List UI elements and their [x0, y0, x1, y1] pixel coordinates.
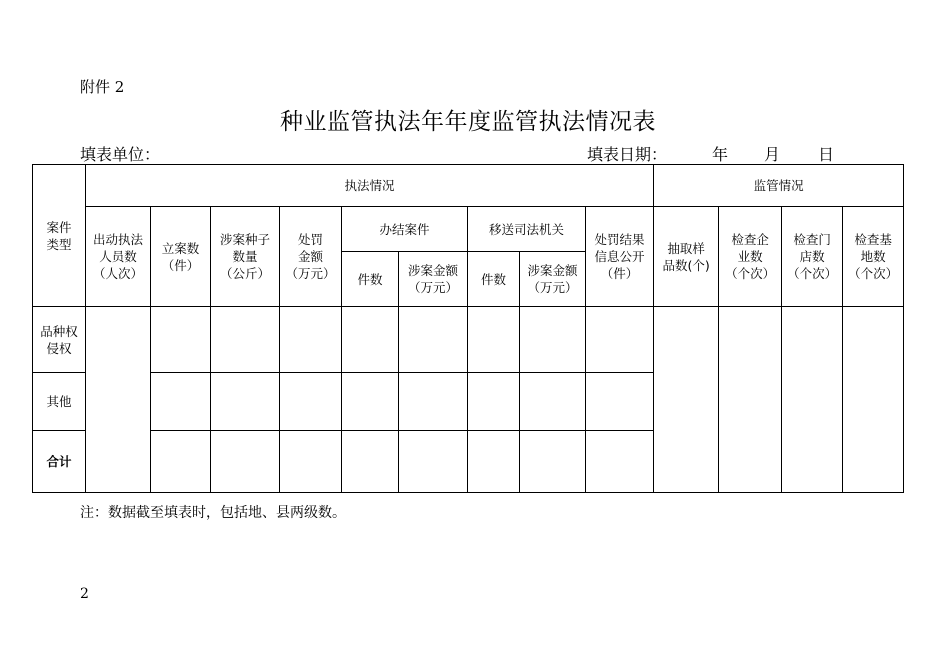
- table-cell: [211, 373, 280, 431]
- sampling-cell-merged: [654, 307, 719, 493]
- attachment-label: 附件 2: [80, 78, 125, 96]
- row-label-other: 其他: [33, 373, 86, 431]
- case-type-header: 案件 类型: [33, 165, 86, 307]
- table-cell: [211, 431, 280, 493]
- col-store: 检查门 店数 （个次）: [782, 207, 843, 307]
- table-cell: [586, 373, 654, 431]
- col-cases-filed: 立案数 （件）: [151, 207, 211, 307]
- row-label-total: 合计: [33, 431, 86, 493]
- col-base: 检查基 地数 （个次）: [843, 207, 904, 307]
- table-cell: [280, 431, 342, 493]
- fill-date-month: 月: [764, 145, 781, 164]
- enterprise-cell-merged: [719, 307, 782, 493]
- table-cell: [468, 307, 520, 373]
- table-cell: [399, 431, 468, 493]
- col-seed-quantity: 涉案种子 数量 （公斤）: [211, 207, 280, 307]
- table-cell: [586, 431, 654, 493]
- judicial-transfer-header: 移送司法机关: [468, 207, 586, 252]
- fill-date-year: 年: [712, 145, 729, 164]
- table-cell: [468, 431, 520, 493]
- closed-count: 件数: [342, 252, 399, 307]
- table-cell: [342, 307, 399, 373]
- table-cell: [280, 373, 342, 431]
- row-label-variety-rights: 品种权 侵权: [33, 307, 86, 373]
- table-cell: [151, 431, 211, 493]
- page-title: 种业监管执法年年度监管执法情况表: [280, 109, 656, 135]
- table-cell: [520, 307, 586, 373]
- transfer-amount: 涉案金额 （万元）: [520, 252, 586, 307]
- store-cell-merged: [782, 307, 843, 493]
- col-penalty-amount: 处罚 金额 （万元）: [280, 207, 342, 307]
- table-cell: [399, 373, 468, 431]
- fill-unit-label: 填表单位：: [80, 145, 161, 164]
- table-cell: [468, 373, 520, 431]
- enforcement-group-header: 执法情况: [86, 165, 654, 207]
- table-cell: [520, 431, 586, 493]
- table-cell: [520, 373, 586, 431]
- enforcement-table: [32, 164, 904, 493]
- col-sampling: 抽取样 品数(个): [654, 207, 719, 307]
- supervision-group-header: 监管情况: [654, 165, 904, 207]
- table-cell: [342, 431, 399, 493]
- fill-date-day: 日: [818, 145, 835, 164]
- page-number: 2: [80, 586, 89, 602]
- personnel-cell-merged: [86, 307, 151, 493]
- table-cell: [211, 307, 280, 373]
- table-cell: [399, 307, 468, 373]
- closed-cases-header: 办结案件: [342, 207, 468, 252]
- col-enterprise: 检查企 业数 （个次）: [719, 207, 782, 307]
- base-cell-merged: [843, 307, 904, 493]
- transfer-count: 件数: [468, 252, 520, 307]
- table-cell: [586, 307, 654, 373]
- table-cell: [342, 373, 399, 431]
- table-cell: [151, 307, 211, 373]
- footnote: 注：数据截至填表时，包括地、县两级数。: [80, 505, 346, 521]
- table-cell: [151, 373, 211, 431]
- closed-amount: 涉案金额 （万元）: [399, 252, 468, 307]
- col-disclosure: 处罚结果 信息公开 （件）: [586, 207, 654, 307]
- col-personnel: 出动执法 人员数 （人次）: [86, 207, 151, 307]
- table-cell: [280, 307, 342, 373]
- fill-date-label: 填表日期：: [587, 145, 668, 164]
